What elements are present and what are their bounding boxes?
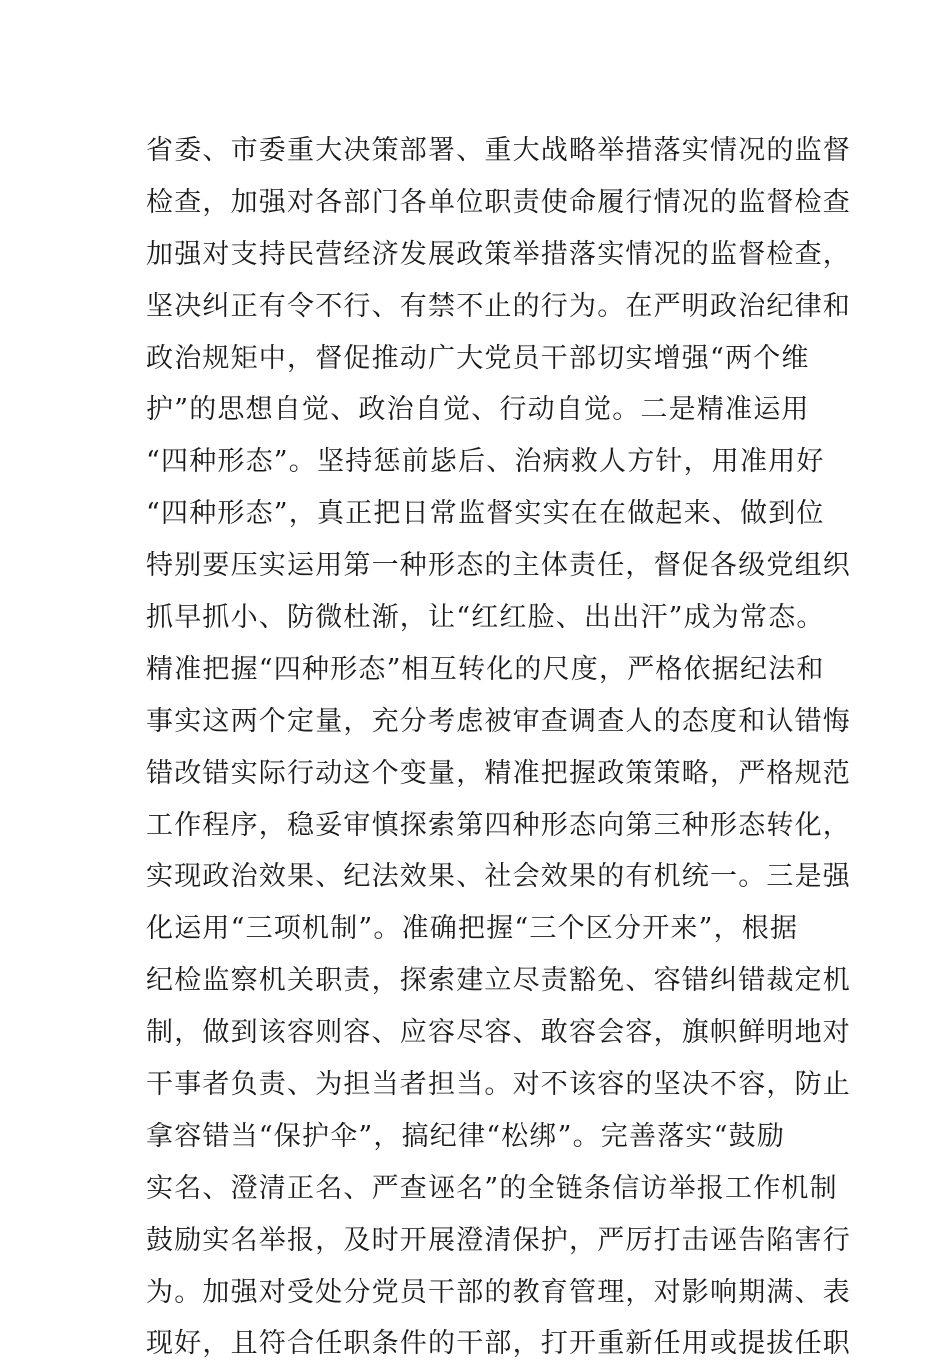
text-line: 为。加强对受处分党员干部的教育管理，对影响期满、表 xyxy=(146,1276,851,1308)
text-line: 制，做到该容则容、应容尽容、敢容会容，旗帜鲜明地对 xyxy=(146,1017,851,1049)
text-line: 拿容错当“保护伞”，搞纪律“松绑”。完善落实“鼓励 xyxy=(146,1120,786,1152)
text-line: 错改错实际行动这个变量，精准把握政策策略，严格规范 xyxy=(146,757,851,789)
text-line: 坚决纠正有令不行、有禁不止的行为。在严明政治纪律和 xyxy=(146,290,851,322)
text-line: 化运用“三项机制”。准确把握“三个区分开来”，根据 xyxy=(146,913,799,945)
text-line: “四种形态”，真正把日常监督实实在在做起来、做到位 xyxy=(146,498,825,530)
text-line: 鼓励实名举报，及时开展澄清保护，严厉打击诬告陷害行 xyxy=(146,1224,851,1256)
text-line: 实现政治效果、纪法效果、社会效果的有机统一。三是强 xyxy=(146,861,851,893)
text-line: 工作程序，稳妥审慎探索第四种形态向第三种形态转化， xyxy=(146,809,851,841)
text-line: 加强对支持民营经济发展政策举措落实情况的监督检查， xyxy=(146,238,851,270)
body-text xyxy=(146,125,851,1370)
text-line: 纪检监察机关职责，探索建立尽责豁免、容错纠错裁定机 xyxy=(146,965,851,997)
text-line: 政治规矩中，督促推动广大党员干部切实增强“两个维 xyxy=(146,342,810,374)
text-line: 特别要压实运用第一种形态的主体责任，督促各级党组织 xyxy=(146,550,851,582)
text-line: 事实这两个定量，充分考虑被审查调查人的态度和认错悔 xyxy=(146,705,851,737)
text-line: 干事者负责、为担当者担当。对不该容的坚决不容，防止 xyxy=(146,1069,851,1101)
text-line: 精准把握“四种形态”相互转化的尺度，严格依据纪法和 xyxy=(146,653,825,685)
text-line: 现好，且符合任职条件的干部，打开重新任用或提拔任职 xyxy=(146,1328,851,1360)
text-line: 抓早抓小、防微杜渐，让“红红脸、出出汗”成为常态。 xyxy=(146,602,825,634)
text-line: 实名、澄清正名、严查诬名”的全链条信访举报工作机制 xyxy=(146,1172,838,1204)
text-line: 省委、市委重大决策部署、重大战略举措落实情况的监督 xyxy=(146,135,851,166)
text-line: 检查，加强对各部门各单位职责使命履行情况的监督检查 xyxy=(146,186,851,218)
text-line: “四种形态”。坚持惩前毖后、治病救人方针，用准用好 xyxy=(146,446,825,478)
text-line: 护”的思想自觉、政治自觉、行动自觉。二是精准运用 xyxy=(146,394,810,426)
